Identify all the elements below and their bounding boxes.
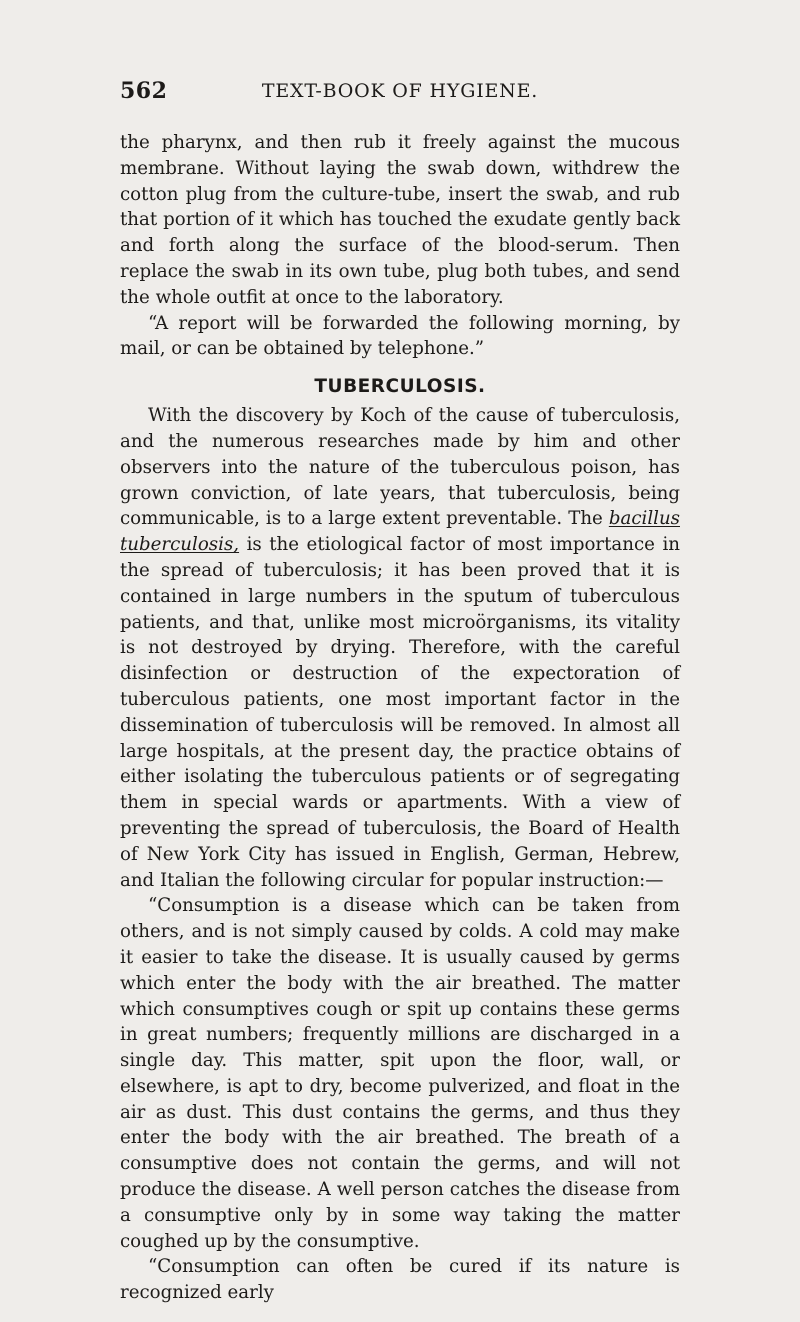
paragraph-tuberculosis-intro — [120, 403, 680, 893]
paragraph-text-segment: With the discovery by Koch of the cause of tuberculosis, and the numerous researches made by him and other observers into the nature of the tuberculous poison, has grown conviction, of late years, that tuberculosis, being communicable, is to a large extent preventable. The — [120, 405, 680, 530]
paragraph-report: “A report will be forwarded the following morning, by mail, or can be obtained by telephone.” — [120, 312, 680, 360]
paragraph-circular-cure: “Consumption can often be cured if its nature is recognized early — [120, 1256, 680, 1304]
bacillus-term: bacillus tuberculosis, — [120, 508, 680, 556]
running-title: TEXT-BOOK OF HYGIENE. — [261, 80, 539, 102]
page-header — [120, 78, 680, 108]
section-heading-tuberculosis: TUBERCULOSIS. — [314, 376, 486, 398]
paragraph-text-segment: is the etiological factor of most importance in the spread of tuberculosis; it has been proved that it is contained in large numbers in the sputum of tuberculous patients, and that, unlike most microörganisms, its vitality is not destroyed by drying. Therefore, with the careful disinfection or destruction of the expectoration of tuberculous patients, one most important factor in the dissemination of tuberculosis will be removed. In almost all large hospitals, at the present day, the practice obtains of either isolating the tuberculous patients or of segregating them in special wards or apartments. With a view of preventing the spread of tuberculosis, the Board of Health of New York City has issued in English, German, Hebrew, and Italian the following circular for popular instruction:— — [120, 534, 680, 891]
page-number: 562 — [120, 78, 168, 104]
paragraph-continuation: the pharynx, and then rub it freely against the mucous membrane. Without laying the swab down, withdrew the cotton plug from the culture-tube, insert the swab, and rub that portion of it which has touched the exudate gently back and forth along the surface of the blood-serum. Then replace the swab in its own tube, plug both tubes, and send the whole outfit at once to the laboratory. — [120, 132, 680, 308]
paragraph-circular-consumption: “Consumption is a disease which can be taken from others, and is not simply caused by colds. A cold may make it easier to take the disease. It is usually caused by germs which enter the body with the air breathed. The matter which consumptives cough or spit up contains these germs in great numbers; frequently millions are discharged in a single day. This matter, spit upon the floor, wall, or elsewhere, is apt to dry, become pulverized, and float in the air as dust. This dust contains the germs, and thus they enter the body with the air breathed. The breath of a consumptive does not contain the germs, and will not produce the disease. A well person catches the disease from a consumptive only by in some way taking the matter coughed up by the consumptive. — [120, 895, 680, 1252]
